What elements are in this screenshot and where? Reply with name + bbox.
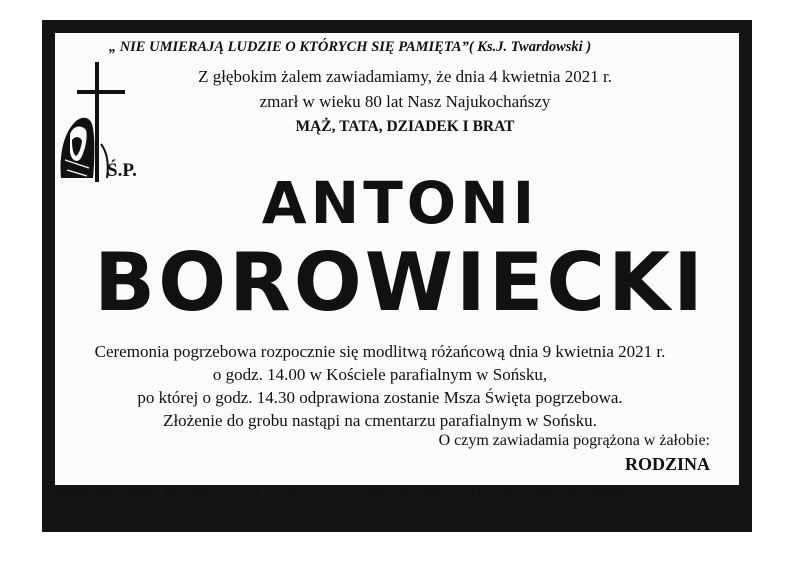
- printer-footer: DRUK:ZUP HADES RafałŻurawski ul.Gostkowska39B tel.236723118,236721488,662198820: [58, 488, 629, 502]
- late-prefix: Ś.P.: [107, 160, 137, 181]
- ceremony-line-2: o godz. 14.00 w Kościele parafialnym w Sońsku,: [212, 365, 548, 384]
- relations-line: MĄŻ, TATA, DZIADEK I BRAT: [295, 118, 515, 135]
- closing-note: O czym zawiadamia pogrążona w żałobie:: [438, 432, 710, 449]
- ceremony-details: [60, 340, 700, 432]
- motto-quote: „ NIE UMIERAJĄ LUDZIE O KTÓRYCH SIĘ PAMIĘTA”( Ks.J. Twardowski ): [108, 39, 592, 55]
- ceremony-line-1: Ceremonia pogrzebowa rozpocznie się modlitwą różańcową dnia 9 kwietnia 2021 r.: [94, 342, 666, 361]
- intro-line-1: Z głębokim żalem zawiadamiamy, że dnia 4 kwietnia 2021 r.: [198, 67, 612, 86]
- ceremony-line-3: po której o godz. 14.30 odprawiona zostanie Msza Święta pogrzebowa.: [137, 388, 623, 407]
- family-signature: RODZINA: [624, 454, 710, 474]
- announcement-intro: [170, 64, 640, 139]
- ceremony-line-4: Złożenie do grobu nastąpi na cmentarzu parafialnym w Sońsku.: [163, 411, 597, 430]
- deceased-first-name: ANTONI: [261, 169, 539, 237]
- deceased-last-name: BOROWIECKI: [94, 236, 706, 329]
- intro-line-2: zmarł w wieku 80 lat Nasz Najukochańszy: [259, 92, 551, 111]
